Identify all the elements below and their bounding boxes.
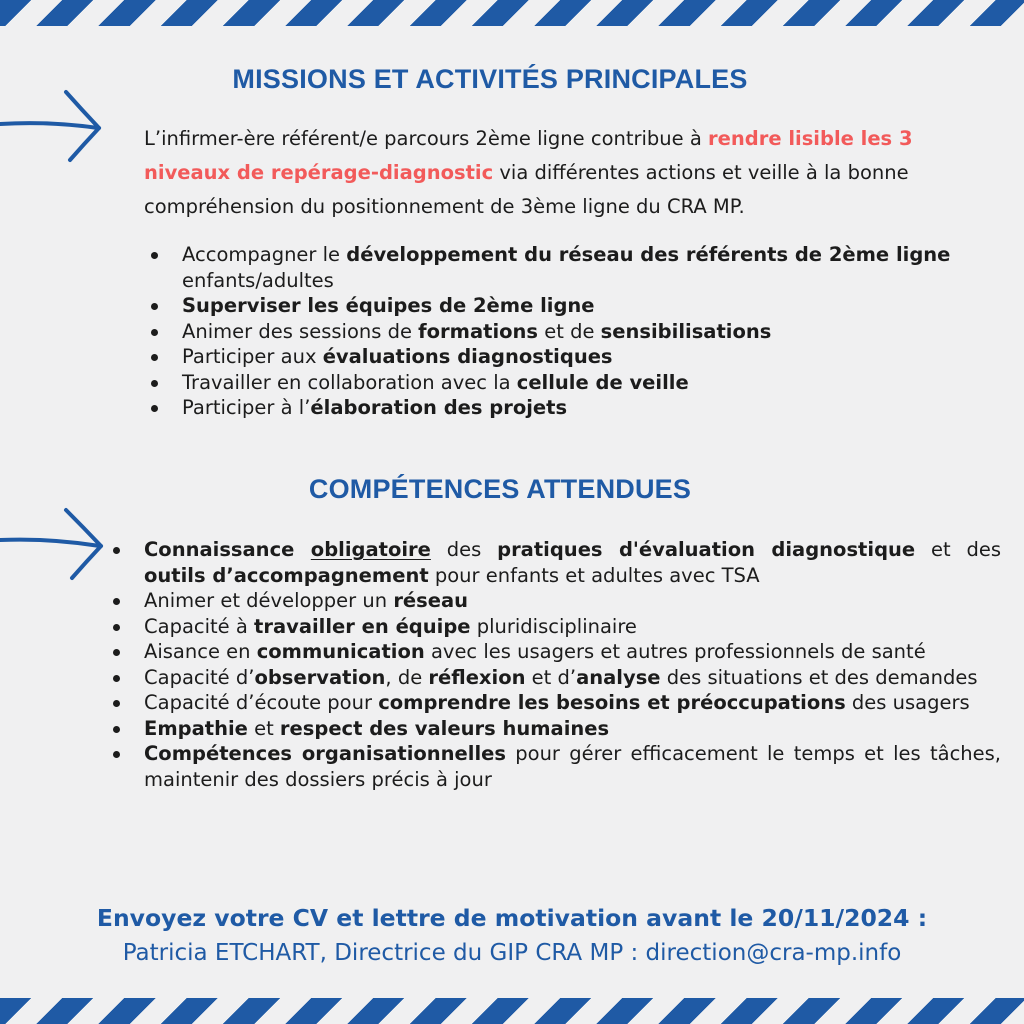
missions-intro bbox=[144, 122, 1004, 224]
text-run: et bbox=[247, 716, 280, 740]
bottom-stripe-border bbox=[0, 998, 1024, 1024]
text-run: et de bbox=[538, 319, 601, 343]
competences-list-item bbox=[144, 716, 1001, 742]
bold-text: respect des valeurs humaines bbox=[279, 716, 610, 740]
bold-text: pratiques d'évaluation diagnostique bbox=[497, 538, 916, 561]
text-run: Participer à l’ bbox=[182, 396, 311, 419]
bold-text: élaboration des projets bbox=[310, 396, 568, 419]
bold-text: communication bbox=[256, 640, 425, 663]
missions-list-item bbox=[182, 395, 962, 421]
bold-text: évaluations diagnostiques bbox=[322, 345, 613, 368]
cta-contact: Patricia ETCHART, Directrice du GIP CRA MP : direction@cra-mp.info bbox=[122, 940, 902, 966]
text-run: via différentes actions et veille à la bonne compréhension du positionnement de 3ème ligne du CRA MP. bbox=[144, 161, 909, 218]
text-run: Aisance en bbox=[144, 640, 257, 663]
text-run: Travailler en collaboration avec la bbox=[182, 370, 517, 394]
missions-list-item bbox=[182, 319, 962, 345]
bold-text: formations bbox=[418, 319, 539, 343]
competences-list-item bbox=[144, 537, 1001, 588]
missions-list-item bbox=[182, 293, 962, 319]
competences-list-item bbox=[144, 614, 1001, 640]
cta-headline: Envoyez votre CV et lettre de motivation avant le 20/11/2024 : bbox=[96, 904, 928, 932]
bold-text: développement du réseau des référents de 2ème ligne bbox=[346, 243, 951, 266]
bold-text: Superviser les équipes de 2ème ligne bbox=[182, 294, 595, 317]
text-run: Capacité d’écoute pour bbox=[144, 691, 379, 714]
underlined-text: obligatoire bbox=[310, 538, 431, 561]
bold-text: sensibilisations bbox=[600, 319, 772, 343]
bold-text: outils d’accompagnement bbox=[144, 563, 429, 587]
text-run: pour gérer efficacement le temps et les tâches, maintenir des dossiers précis à jour bbox=[144, 742, 1002, 791]
missions-list-item bbox=[182, 242, 962, 293]
missions-list bbox=[182, 242, 962, 421]
text-run: des situations et des demandes bbox=[660, 665, 978, 689]
competences-list-item bbox=[144, 665, 1001, 691]
text-run: L’infirmer-ère référent/e parcours 2ème ligne contribue à bbox=[144, 127, 709, 150]
top-stripe-border bbox=[0, 0, 1024, 26]
bold-text: réseau bbox=[393, 589, 469, 612]
competences-list bbox=[144, 537, 1001, 792]
missions-list-item bbox=[182, 344, 962, 370]
text-run: et des bbox=[915, 538, 1001, 561]
arrow-right-icon bbox=[0, 88, 110, 166]
text-run: Participer aux bbox=[182, 345, 323, 368]
text-run: enfants/adultes bbox=[182, 268, 334, 292]
bold-text: travailler en équipe bbox=[254, 614, 471, 638]
competences-list-item bbox=[144, 690, 1001, 716]
bold-text: observation bbox=[254, 665, 386, 689]
highlight-text: rendre lisible les 3 niveaux de repérage-diagnostic bbox=[144, 127, 913, 184]
bold-text: Connaissance bbox=[144, 538, 311, 561]
text-run: des bbox=[430, 538, 498, 561]
competences-list-item bbox=[144, 639, 1001, 665]
competences-title: COMPÉTENCES ATTENDUES bbox=[308, 474, 692, 504]
text-run: Capacité à bbox=[144, 614, 255, 638]
competences-list-item bbox=[144, 588, 1001, 614]
text-run: avec les usagers et autres professionnels de santé bbox=[424, 640, 926, 663]
text-run: Accompagner le bbox=[182, 243, 347, 266]
text-run: Animer des sessions de bbox=[182, 319, 419, 343]
bold-text: comprendre les besoins et préoccupations bbox=[378, 691, 846, 714]
bold-text: réflexion bbox=[428, 665, 526, 689]
arrow-right-icon bbox=[0, 506, 110, 584]
competences-list-item bbox=[144, 741, 1001, 792]
missions-title: MISSIONS ET ACTIVITÉS PRINCIPALES bbox=[232, 64, 748, 94]
text-run: pluridisciplinaire bbox=[470, 614, 637, 638]
bold-text: analyse bbox=[576, 665, 661, 689]
missions-list-item bbox=[182, 370, 962, 396]
text-run: , de bbox=[385, 665, 429, 689]
bold-text: cellule de veille bbox=[516, 370, 689, 394]
text-run: Capacité d’ bbox=[144, 665, 255, 689]
bold-text: Empathie bbox=[144, 716, 248, 740]
bold-text: Compétences organisationnelles bbox=[144, 742, 506, 765]
text-run: des usagers bbox=[845, 691, 970, 714]
text-run: et d’ bbox=[525, 665, 577, 689]
text-run: Animer et développer un bbox=[144, 589, 394, 612]
text-run: pour enfants et adultes avec TSA bbox=[428, 563, 760, 587]
